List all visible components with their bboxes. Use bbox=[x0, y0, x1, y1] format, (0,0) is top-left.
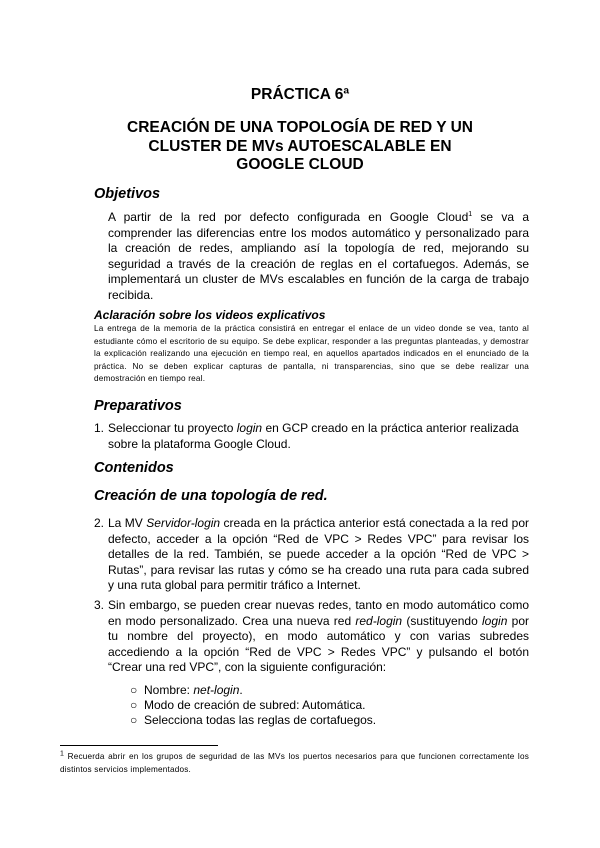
item3-italic-1: red-login bbox=[355, 613, 403, 628]
bullet-symbol: ○ bbox=[130, 698, 138, 712]
bullet-1-label: Nombre: bbox=[144, 683, 194, 697]
bullet-2-text: Modo de creación de subred: Automática. bbox=[144, 698, 366, 712]
subsection-heading-topologia: Creación de una topología de red. bbox=[94, 488, 328, 504]
bullet-item-2 bbox=[130, 698, 365, 714]
bullet-symbol: ○ bbox=[130, 683, 138, 697]
list-item-3 bbox=[108, 598, 529, 676]
section-heading-objetivos: Objetivos bbox=[94, 186, 161, 202]
list-number-2: 2. bbox=[94, 516, 105, 530]
item3-text-c: por tu nombre del proyecto), en modo automático y con varias subredes accediendo a la opción “Red de VPC > Redes VPC” y pulsando el botón “Crear una red VPC”, con la siguiente configuración: bbox=[108, 613, 529, 674]
bullet-3-text: Selecciona todas las reglas de cortafuegos. bbox=[144, 713, 377, 727]
footnote-separator bbox=[60, 745, 218, 746]
objetivos-text-b: se va a comprender las diferencias entre los modos automático y personalizado para la creación de redes, ampliando así la topología de red, mejorando su seguridad a través de la creación de reglas en el cortafuegos. Además, se implementará un cluster de MVs escalables en función de la carga de trabajo recibida. bbox=[108, 210, 529, 302]
list-number-3: 3. bbox=[94, 598, 105, 612]
item1-text-b: en GCP creado en la práctica anterior realizada sobre la plataforma Google Cloud. bbox=[108, 421, 519, 451]
item2-text-a: La MV bbox=[108, 516, 147, 530]
footnote bbox=[60, 751, 529, 776]
item3-text-b: (sustituyendo bbox=[402, 613, 483, 628]
objetivos-paragraph bbox=[108, 210, 529, 303]
list-number-1: 1. bbox=[94, 421, 105, 435]
list-item-1 bbox=[108, 421, 529, 452]
page-title: PRÁCTICA 6ª bbox=[250, 86, 350, 103]
list-item-2 bbox=[108, 516, 529, 594]
footnote-reference: 1 bbox=[468, 211, 473, 218]
item1-italic: login bbox=[236, 421, 263, 435]
objetivos-text-a: A partir de la red por defecto configurada en Google Cloud bbox=[108, 210, 469, 224]
bullet-item-1 bbox=[130, 683, 243, 699]
bullet-1-italic: net-login bbox=[193, 683, 240, 697]
item3-text-a: Sin embargo, se pueden crear nuevas redes, tanto en modo automático como en modo personalizado. Crea una nueva red bbox=[108, 598, 529, 628]
footnote-marker: 1 bbox=[60, 750, 65, 758]
footnote-text: Recuerda abrir en los grupos de seguridad de las MVs los puertos necesarios para que funcionen correctamente los distintos servicios implementados. bbox=[60, 752, 529, 774]
item2-text-b: creada en la práctica anterior está conectada a la red por defecto, acceder a la opción “Red de VPC > Redes VPC” para revisar los detalles de la red. También, se puede acceder a la opción “Red de VPC > Rutas”, para revisar las rutas y cómo se ha creado una ruta para cada subred y una ruta global para permitir tráfico a Internet. bbox=[108, 516, 529, 592]
bullet-1-end: . bbox=[239, 683, 243, 697]
section-heading-aclaracion: Aclaración sobre los videos explicativos bbox=[94, 308, 326, 322]
bullet-symbol: ○ bbox=[130, 713, 138, 727]
section-heading-contenidos: Contenidos bbox=[94, 460, 174, 476]
aclaracion-paragraph: La entrega de la memoria de la práctica consistirá en entregar el enlace de un video donde se vea, tanto al estudiante cómo el escritorio de su equipo. Se debe explicar, responder a las preguntas planteadas, y demostrar la explicación realizando una ejecución en tiempo real, en aquellos apartados indicados en el enunciado de la práctica. No se deben explicar capturas de pantalla, ni transparencias, sino que se debe realizar una demostración en tiempo real. bbox=[94, 324, 529, 383]
item1-text-a: Seleccionar tu proyecto bbox=[108, 421, 237, 435]
page-subtitle: CREACIÓN DE UNA TOPOLOGÍA DE RED Y UN CLUSTER DE MVs AUTOESCALABLE EN GOOGLE CLOUD bbox=[127, 119, 473, 173]
bullet-item-3 bbox=[130, 713, 376, 729]
item2-italic: Servidor-login bbox=[146, 516, 221, 530]
section-heading-preparativos: Preparativos bbox=[94, 398, 182, 414]
item3-italic-2: login bbox=[482, 613, 508, 628]
